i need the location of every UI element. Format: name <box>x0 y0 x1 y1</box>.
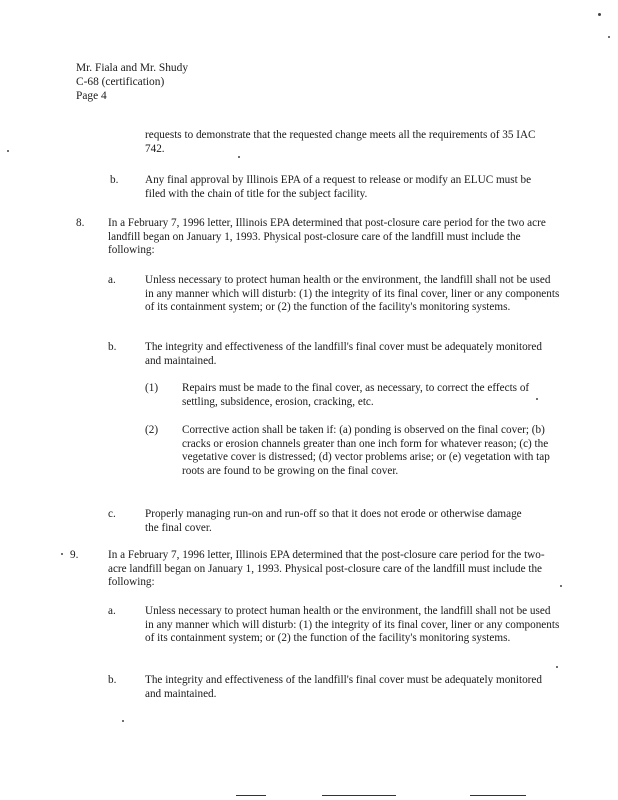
section-9a-text: Unless necessary to protect human health or the environment, the landfill shall not be used in any manner which will disturb: (1) the integrity of its final cover, liner or any components of its containment system; or (2) the function of the facility's monitoring systems. <box>145 605 560 645</box>
section-9b-label: b. <box>108 674 117 686</box>
section-9a-label: a. <box>108 605 116 617</box>
scan-speck <box>608 36 610 38</box>
section-8b-label: b. <box>108 341 117 353</box>
section-8b2-label: (2) <box>145 424 159 436</box>
header-page-number: Page 4 <box>76 89 107 102</box>
section-9b-text: The integrity and effectiveness of the landfill's final cover must be adequately monitored and maintained. <box>145 674 542 700</box>
letter-header <box>76 62 188 103</box>
scan-speck <box>61 553 63 555</box>
scan-edge-rule <box>470 795 526 796</box>
continuation-paragraph: requests to demonstrate that the requested change meets all the requirements of 35 IAC 742. <box>145 129 536 155</box>
scan-edge-rule <box>322 795 396 796</box>
section-8c-text: Properly managing run-on and run-off so that it does not erode or otherwise damage the final cover. <box>145 508 522 534</box>
scan-speck <box>122 720 124 722</box>
section-9-intro: In a February 7, 1996 letter, Illinois EPA determined that the post-closure care period for the two-acre landfill began on January 1, 1993. Physical post-closure care of the landfill must include the following: <box>108 549 545 589</box>
section-8b2-text: Corrective action shall be taken if: (a) ponding is observed on the final cover; (b) cracks or erosion channels greater than one inch form for whatever reason; (c) the vegetative cover is distressed; (d) vector problems arise; or (e) vegetation with tap roots are found to be growing on the final cover. <box>182 424 550 477</box>
scan-speck <box>556 666 558 668</box>
section-8-intro: In a February 7, 1996 letter, Illinois EPA determined that post-closure care period for the two acre landfill began on January 1, 1993. Physical post-closure care of the landfill must include the following: <box>108 217 546 257</box>
section-8a-label: a. <box>108 274 116 286</box>
scan-speck <box>536 398 538 400</box>
section-8-number: 8. <box>76 217 85 229</box>
scan-speck <box>7 150 9 152</box>
scan-speck <box>598 13 601 16</box>
section-8b1-label: (1) <box>145 382 159 394</box>
scan-edge-rule <box>236 795 266 796</box>
section-8b1-text: Repairs must be made to the final cover, as necessary, to correct the effects of settling, subsidence, erosion, cracking, etc. <box>182 382 530 408</box>
scan-speck <box>238 156 240 158</box>
scan-speck <box>560 585 562 587</box>
header-reference: C-68 (certification) <box>76 75 165 88</box>
header-recipients: Mr. Fiala and Mr. Shudy <box>76 62 189 74</box>
section-9-number: 9. <box>70 549 79 561</box>
section-8a-text: Unless necessary to protect human health or the environment, the landfill shall not be used in any manner which will disturb: (1) the integrity of its final cover, liner or any components of its containment system; or (2) the function of the facility's monitoring systems. <box>145 274 560 314</box>
section-8b-text: The integrity and effectiveness of the landfill's final cover must be adequately monitored and maintained. <box>145 341 542 367</box>
item-b-label: b. <box>110 174 119 186</box>
section-8c-label: c. <box>108 508 116 520</box>
item-b-text: Any final approval by Illinois EPA of a request to release or modify an ELUC must be filed with the chain of title for the subject facility. <box>145 174 532 200</box>
